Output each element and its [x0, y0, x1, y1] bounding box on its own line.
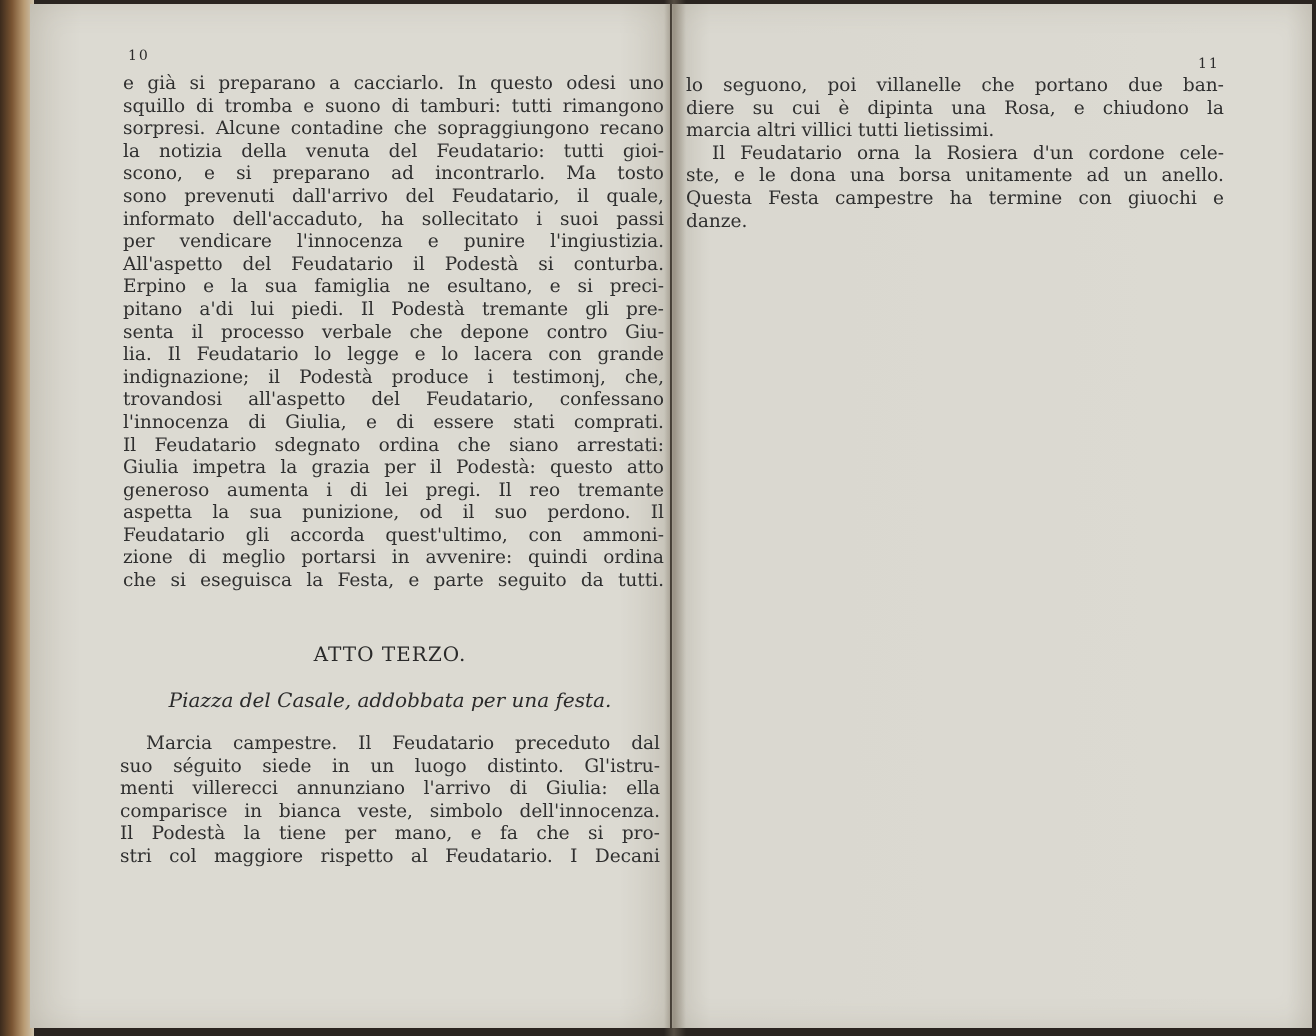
- left-paragraph-1: [123, 73, 664, 593]
- text-line: lia. Il Feudatario lo legge e lo lacera con grande: [123, 344, 664, 366]
- text-line: generoso aumenta i di lei pregi. Il reo tremante: [123, 479, 664, 501]
- text-line: per vendicare l'innocenza e punire l'ingiustizia.: [123, 231, 664, 253]
- act-heading: ATTO TERZO.: [313, 642, 467, 666]
- text-line: Marcia campestre. Il Feudatario preceduto dal: [146, 733, 660, 754]
- text-line: aspetta la sua punizione, od il suo perdono. Il: [123, 502, 664, 524]
- text-line: informato dell'accaduto, ha sollecitato i suoi passi: [123, 208, 664, 230]
- text-line: Il Feudatario sdegnato ordina che siano arrestati:: [123, 434, 664, 456]
- left-paragraph-2: [120, 733, 660, 869]
- text-line: All'aspetto del Feudatario il Podestà si conturba.: [123, 253, 664, 275]
- text-line: lo seguono, poi villanelle che portano due ban-: [686, 75, 1224, 96]
- text-line: e già si preparano a cacciarlo. In questo odesi uno: [123, 73, 664, 94]
- text-line: squillo di tromba e suono di tamburi: tutti rimangono: [123, 95, 664, 117]
- page-gutter: [664, 0, 686, 1036]
- page-number-left: 10: [128, 48, 150, 64]
- text-line: menti villerecci annunziano l'arrivo di Giulia: ella: [120, 778, 660, 800]
- text-line: sorpresi. Alcune contadine che sopraggiungono recano: [123, 118, 664, 140]
- text-line: diere su cui è dipinta una Rosa, e chiudono la: [686, 97, 1224, 119]
- text-line: zione di meglio portarsi in avvenire: quindi ordina: [123, 547, 664, 569]
- text-line: l'innocenza di Giulia, e di essere stati comprati.: [123, 411, 664, 433]
- text-line: sono prevenuti dall'arrivo del Feudatario, il quale,: [123, 185, 664, 207]
- text-line: comparisce in bianca veste, simbolo dell'innocenza.: [120, 800, 660, 822]
- text-line: marcia altri villici tutti lietissimi.: [686, 120, 995, 142]
- scene-heading: Piazza del Casale, addobbata per una festa.: [168, 688, 612, 712]
- text-line: la notizia della venuta del Feudatario: tutti gioi-: [123, 140, 664, 162]
- text-line: stri col maggiore rispetto al Feudatario. I Decani: [120, 845, 660, 867]
- text-line: scono, e si preparano ad incontrarlo. Ma tosto: [123, 163, 664, 185]
- text-line: Feudatario gli accorda quest'ultimo, con ammoni-: [123, 524, 664, 546]
- text-line: Il Feudatario orna la Rosiera d'un cordone cele-: [712, 142, 1224, 164]
- text-line: indignazione; il Podestà produce i testimonj, che,: [123, 366, 664, 388]
- text-line: che si eseguisca la Festa, e parte seguito da tutti.: [123, 570, 664, 592]
- text-line: senta il processo verbale che depone contro Giu-: [123, 321, 664, 343]
- text-line: trovandosi all'aspetto del Feudatario, confessano: [123, 389, 664, 411]
- text-line: pitano a'di lui piedi. Il Podestà tremante gli pre-: [123, 298, 664, 320]
- book-binding: [0, 0, 34, 1036]
- text-line: danze.: [686, 210, 748, 232]
- text-line: Questa Festa campestre ha termine con giuochi e: [686, 187, 1224, 209]
- text-line: ste, e le dona una borsa unitamente ad un anello.: [686, 165, 1224, 187]
- text-line: suo séguito siede in un luogo distinto. Gl'istru-: [120, 755, 660, 777]
- text-line: Il Podestà la tiene per mano, e fa che si pro-: [120, 823, 660, 845]
- page-number-right: 11: [1198, 56, 1220, 72]
- text-line: Erpino e la sua famiglia ne esultano, e si preci-: [123, 276, 664, 298]
- text-line: Giulia impetra la grazia per il Podestà: questo atto: [123, 457, 664, 479]
- right-paragraphs: [686, 75, 1224, 233]
